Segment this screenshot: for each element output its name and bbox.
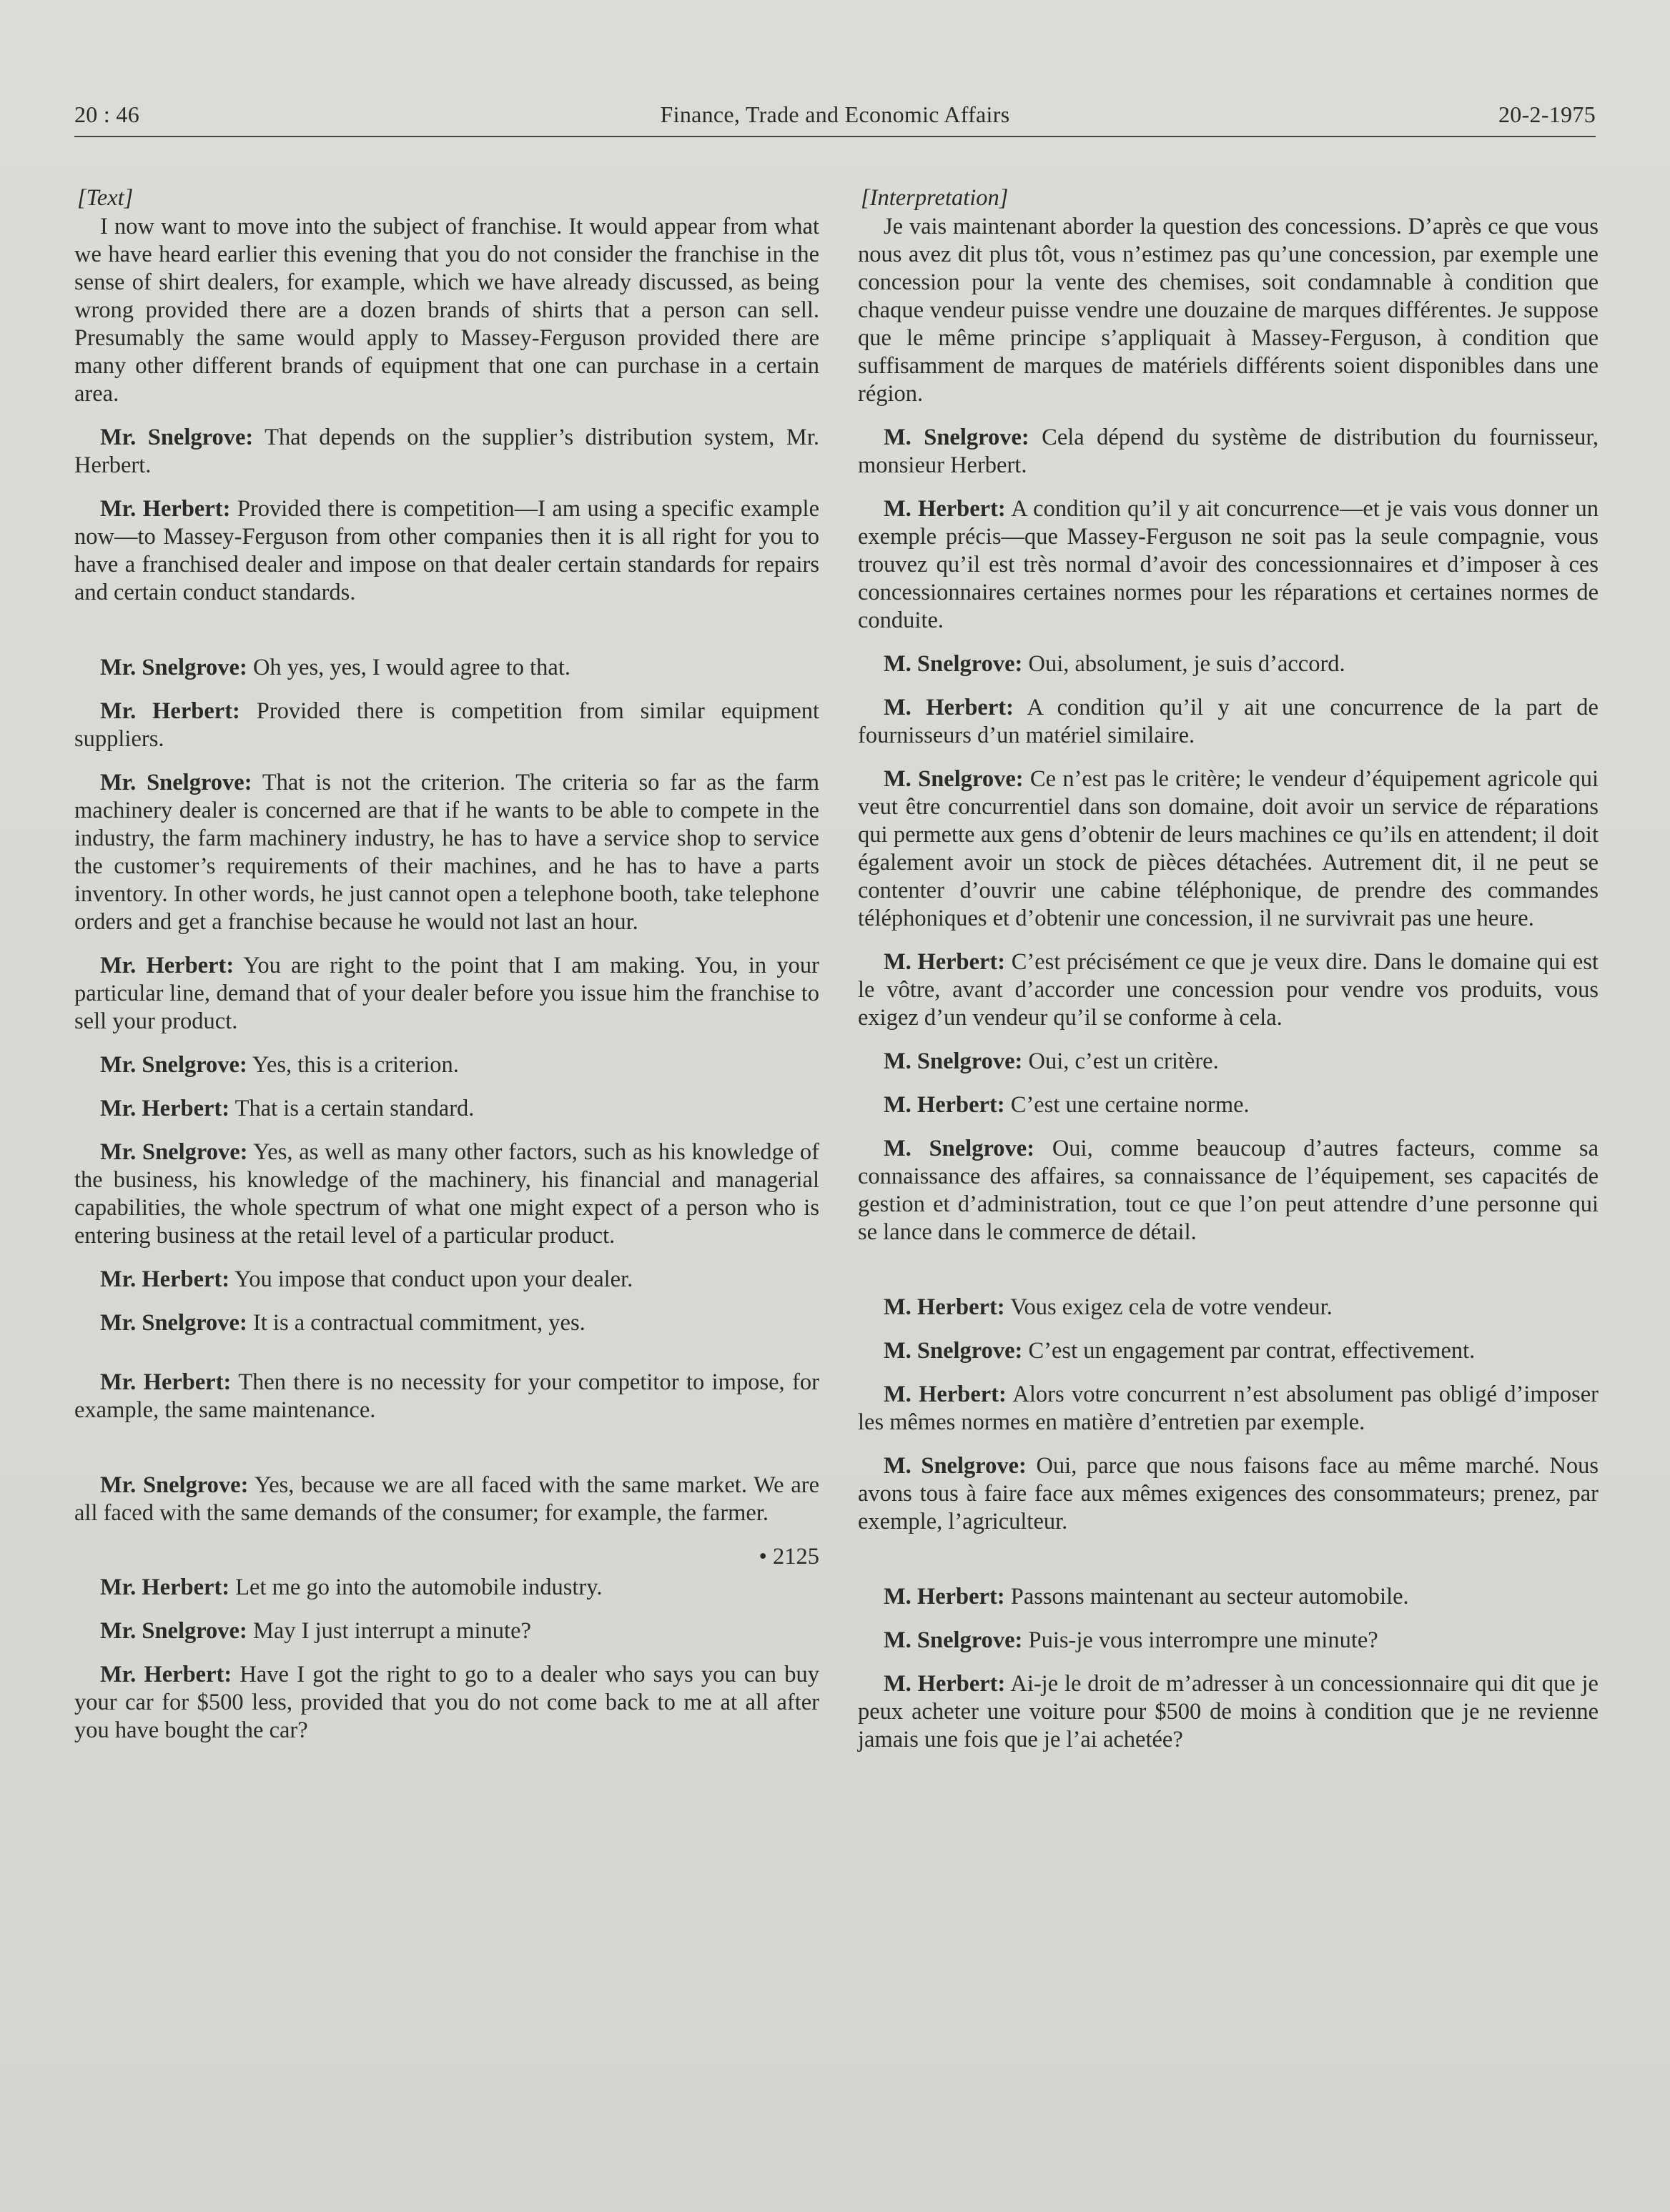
page-number: 20 : 46 [74, 101, 139, 127]
page-header [74, 99, 1596, 137]
speaker-name: M. Herbert: [884, 949, 1006, 975]
time-marker: • 2125 [759, 1544, 819, 1569]
speaker-name: Mr. Herbert: [100, 698, 240, 724]
statement-text: A condition qu’il y ait concurrence—et je vais vous donner un exemple précis—que Massey-Ferguson ne soit pas la seule compagnie, vous trouvez qu’il est très normal d’avoir des concessionnaires et d’imposer à ces concessionnaires certaines normes pour les réparations et certaines normes de conduite. [858, 496, 1599, 633]
interpretation-label: [Interpretation] [861, 185, 1009, 211]
testimony-paragraph [74, 1369, 819, 1424]
testimony-paragraph [858, 1381, 1599, 1437]
statement-text: Ai-je le droit de m’adresser à un concessionnaire qui dit que je peux acheter une voiture pour $500 de moins à condition que je ne revienne jamais une fois que je l’ai achetée? [858, 1671, 1599, 1752]
speaker-name: M. Snelgrove: [884, 651, 1023, 677]
testimony-paragraph [74, 1617, 819, 1645]
intro-paragraph: Je vais maintenant aborder la question des concessions. D’après ce que vous nous avez dit plus tôt, vous n’estimez pas qu’une concession, par exemple une concession pour la vente des chemises, soit condamnable à condition que chaque vendeur puisse vendre une douzaine de marques différentes. Je suppose que le même principe s’appliquait à Massey-Ferguson, à condition que suffisamment de marques de matériels différents soient disponibles dans une région. [858, 214, 1599, 407]
testimony-paragraph [74, 1095, 819, 1123]
testimony-paragraph [858, 948, 1599, 1032]
speaker-name: M. Snelgrove: [884, 1048, 1023, 1074]
statement-text: Then there is no necessity for your competitor to impose, for example, the same maintenance. [74, 1369, 819, 1423]
testimony-paragraph [858, 1337, 1599, 1365]
testimony-paragraph [74, 1309, 819, 1337]
testimony-paragraph [858, 495, 1599, 635]
speaker-name: Mr. Snelgrove: [100, 1472, 249, 1498]
speaker-name: M. Herbert: [884, 695, 1014, 720]
testimony-paragraph [74, 495, 819, 607]
speaker-name: M. Snelgrove: [884, 1627, 1023, 1653]
statement-text: Oui, c’est un critère. [1028, 1048, 1219, 1074]
speaker-name: M. Snelgrove: [884, 425, 1029, 450]
testimony-paragraph [858, 1452, 1599, 1536]
speaker-name: M. Herbert: [884, 1092, 1005, 1118]
speaker-name: Mr. Snelgrove: [100, 1310, 247, 1336]
french-column [858, 184, 1599, 1770]
statement-text: Cela dépend du système de distribution du fournisseur, monsieur Herbert. [858, 425, 1599, 478]
statement-text: Oh yes, yes, I would agree to that. [252, 655, 570, 680]
testimony-paragraph [74, 1661, 819, 1745]
statement-text: A condition qu’il y ait une concurrence de la part de fournisseurs d’un matériel similaire. [858, 695, 1599, 748]
statement-text: Let me go into the automobile industry. [235, 1574, 603, 1600]
statement-text: Ce n’est pas le critère; le vendeur d’équipement agricole qui veut être concurrentiel dans son domaine, doit avoir un service de réparations qui permette aux gens d’obtenir de leurs machines ce qu’ils en attendent; il doit également avoir un stock de pièces détachées. Autrement dit, il ne peut se contenter d’ouvrir une cabine téléphonique, de prendre des commandes téléphoniques et d’obtenir une concession, il ne survivrait pas une heure. [858, 766, 1599, 931]
statement-text: That depends on the supplier’s distribution system, Mr. Herbert. [74, 425, 819, 478]
statement-text: Have I got the right to go to a dealer who says you can buy your car for $500 less, provided that you do not come back to me at all after you have bought the car? [74, 1662, 819, 1743]
testimony-paragraph [74, 952, 819, 1036]
statement-text: Passons maintenant au secteur automobile. [1010, 1584, 1409, 1610]
statement-text: C’est une certaine norme. [1010, 1092, 1250, 1118]
statement-text: Oui, parce que nous faisons face au même marché. Nous avons tous à faire face aux mêmes exigences des consommateurs; prenez, par exemple, l’agriculteur. [858, 1453, 1599, 1534]
speaker-name: M. Herbert: [884, 1584, 1005, 1610]
testimony-paragraph [858, 1670, 1599, 1754]
speaker-name: Mr. Snelgrove: [100, 655, 247, 680]
testimony-paragraph [74, 424, 819, 480]
speaker-name: M. Herbert: [884, 1671, 1006, 1697]
testimony-paragraph [74, 1574, 819, 1602]
testimony-paragraph [74, 1051, 819, 1079]
statement-text: C’est un engagement par contrat, effectivement. [1028, 1338, 1476, 1364]
statement-text: You are right to the point that I am making. You, in your particular line, demand that of your dealer before you issue him the franchise to sell your product. [74, 953, 819, 1034]
testimony-paragraph [858, 650, 1599, 678]
speaker-name: M. Snelgrove: [884, 1453, 1027, 1479]
speaker-name: Mr. Herbert: [100, 1574, 230, 1600]
speaker-name: Mr. Snelgrove: [100, 770, 252, 795]
testimony-paragraph [74, 1139, 819, 1250]
statement-text: It is a contractual commitment, yes. [252, 1310, 586, 1336]
testimony-paragraph [858, 1583, 1599, 1611]
speaker-name: M. Snelgrove: [884, 1338, 1023, 1364]
speaker-name: M. Snelgrove: [884, 766, 1024, 792]
statement-text: Oui, absolument, je suis d’accord. [1028, 651, 1345, 677]
speaker-name: Mr. Herbert: [100, 496, 231, 522]
speaker-name: Mr. Herbert: [100, 1096, 230, 1121]
statement-text: May I just interrupt a minute? [252, 1618, 531, 1644]
testimony-paragraph [858, 1294, 1599, 1321]
testimony-paragraph [74, 1266, 819, 1294]
testimony-paragraph [858, 1135, 1599, 1246]
running-title: Finance, Trade and Economic Affairs [660, 101, 1010, 127]
testimony-paragraph [74, 654, 819, 682]
text-label: [Text] [77, 185, 134, 211]
testimony-paragraph [858, 1091, 1599, 1119]
statement-text: You impose that conduct upon your dealer. [234, 1266, 633, 1292]
statement-text: Alors votre concurrent n’est absolument pas obligé d’imposer les mêmes normes en matière d’entretien par exemple. [858, 1382, 1599, 1435]
speaker-name: M. Herbert: [884, 496, 1006, 522]
speaker-name: Mr. Snelgrove: [100, 1139, 248, 1165]
speaker-name: Mr. Herbert: [100, 1662, 232, 1687]
statement-text: Puis-je vous interrompre une minute? [1028, 1627, 1378, 1653]
statement-text: Oui, comme beaucoup d’autres facteurs, comme sa connaissance des affaires, sa connaissance de l’équipement, ses capacités de gestion et d’administration, tout ce que l’on peut attendre d’une personne qui se lance dans le commerce de détail. [858, 1136, 1599, 1245]
statement-text: Vous exigez cela de votre vendeur. [1010, 1294, 1333, 1320]
intro-paragraph: I now want to move into the subject of franchise. It would appear from what we have heard earlier this evening that you do not consider the franchise in the sense of shirt dealers, for example, which we have already discussed, as being wrong provided there are a dozen brands of shirts that a person can sell. Presumably the same would apply to Massey-Ferguson provided there are many other different brands of equipment that one can purchase in a certain area. [74, 214, 819, 407]
speaker-name: M. Herbert: [884, 1294, 1005, 1320]
testimony-paragraph [858, 694, 1599, 750]
statement-text: Provided there is competition—I am using a specific example now—to Massey-Ferguson from other companies then it is all right for you to have a franchised dealer and impose on that dealer certain standards for repairs and certain conduct standards. [74, 496, 819, 605]
testimony-paragraph [858, 424, 1599, 480]
statement-text: C’est précisément ce que je veux dire. Dans le domaine qui est le vôtre, avant d’accorder une concession pour vendre vos produits, vous exigez d’un vendeur qu’il se conforme à cela. [858, 949, 1599, 1031]
statement-text: That is a certain standard. [234, 1096, 475, 1121]
testimony-paragraph [858, 765, 1599, 933]
testimony-paragraph [74, 1472, 819, 1527]
speaker-name: Mr. Snelgrove: [100, 1618, 247, 1644]
statement-text: Yes, as well as many other factors, such as his knowledge of the business, his knowledge of the machinery, his financial and managerial capabilities, the whole spectrum of what one might expect of a person who is entering business at the retail level of a particular product. [74, 1139, 819, 1249]
testimony-paragraph [74, 769, 819, 936]
speaker-name: M. Herbert: [884, 1382, 1007, 1407]
testimony-paragraph [858, 1627, 1599, 1655]
statement-text: Provided there is competition from similar equipment suppliers. [74, 698, 819, 752]
testimony-paragraph [858, 1048, 1599, 1076]
statement-text: That is not the criterion. The criteria so far as the farm machinery dealer is concerned are that if he wants to be able to compete in the industry, the farm machinery industry, he has to have a service shop to service the customer’s requirements of their machines, and he has to have a parts inventory. In other words, he just cannot open a telephone booth, take telephone orders and get a franchise because he would not last an hour. [74, 770, 819, 935]
speaker-name: Mr. Herbert: [100, 1266, 230, 1292]
page-date: 20-2-1975 [1498, 101, 1596, 127]
statement-text: Yes, this is a criterion. [252, 1052, 459, 1078]
speaker-name: Mr. Snelgrove: [100, 1052, 247, 1078]
testimony-paragraph [74, 698, 819, 753]
speaker-name: Mr. Herbert: [100, 953, 234, 978]
speaker-name: Mr. Snelgrove: [100, 425, 254, 450]
statement-text: Yes, because we are all faced with the same market. We are all faced with the same demands of the consumer; for example, the farmer. [74, 1472, 820, 1526]
speaker-name: Mr. Herbert: [100, 1369, 232, 1395]
english-column [74, 184, 819, 1760]
speaker-name: M. Snelgrove: [884, 1136, 1035, 1161]
